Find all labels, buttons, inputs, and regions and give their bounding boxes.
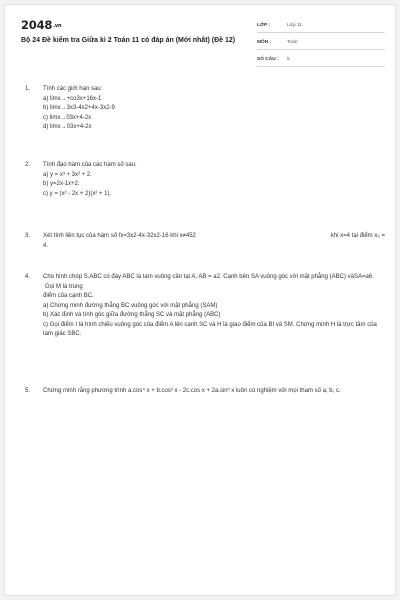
question-prompt: Tính đạo hàm của các hàm số sau: [43,162,137,168]
sub-question-a: a) y = x³ + 3x² + 2. [43,171,92,178]
question-text: Chứng minh rằng phương trình a.cos⁴ x + b.cos³ x - 2c.cos x + 2a.sin³ x luôn có nghiệm với mọi tham số a, b, c. [43,388,341,394]
info-value-subject: Toán [287,40,298,45]
info-row-class [257,19,385,33]
question-condition: khi x=4 tại điểm x₀ = [330,233,385,239]
sub-question-a: a) Chứng minh đường thẳng BC vuông góc với mặt phẳng (SAM) [43,302,218,309]
info-label-question-count: SỐ CÂU : [257,57,279,62]
exam-page [4,4,396,596]
info-row-question-count [257,53,385,67]
question-text: Cho hình chóp S.ABC có đáy ABC là tam vuông cân tại A, AB = a2. Cạnh bên SA vuông góc với mặt phẳng (ABC) vàSA=a6. [43,274,374,280]
sub-question-b: b) y=2x-1x+2. [43,181,80,187]
sub-question-b: b) limx→3x3-4x2+4x-3x2-9 [43,105,115,111]
question-number: 4. [25,274,31,280]
sub-question-c: c) limx→03x+4-2x [43,114,92,121]
question-4 [25,273,377,340]
logo-text: 2048 [21,18,53,32]
question-1 [25,85,115,133]
question-number: 1. [25,86,31,92]
info-label-subject: MÔN : [257,40,272,45]
question-text-line: điểm của cạnh BC. [43,293,94,299]
question-prompt: Tính các giới hạn sau: [43,86,103,92]
info-row-subject [257,36,385,50]
logo-suffix: .vn [53,23,62,29]
question-text: Xét tính liên tục của hàm số fx=3x2-4x-32x2-16 khi x≠452 [43,233,196,239]
sub-question-c: c) Gọi điểm I là hình chiếu vuông góc của điểm A lên cạnh SC và H là giao điểm của BI và SM. Chứng minh H là trực tâm của tam giác SBC. [43,321,377,337]
sub-question-a: a) limx→+co3x+16x-1 [43,95,102,102]
info-value-question-count: 5 [287,57,290,62]
question-text-line: Gọi M là trung [45,283,83,290]
question-3 [25,232,385,251]
sub-question-b: b) Xác định và tính góc giữa đường thẳng SC và mặt phẳng (ABC) [43,312,221,318]
info-label-class: LỚP : [257,23,271,28]
question-number: 2. [25,162,31,168]
question-continuation: 4. [43,242,49,249]
question-5 [25,387,385,397]
info-value-class: Lớp 11 [287,23,302,28]
question-2 [25,161,137,199]
sub-question-d: d) limx→03x+4-2x [43,124,92,130]
question-number: 5. [25,388,31,394]
site-logo[interactable] [21,18,61,32]
sub-question-c: c) y = (x² - 2x + 2)(x² + 1). [43,190,112,197]
document-title: Bộ 24 Đề kiểm tra Giữa kì 2 Toán 11 có đáp án (Mới nhất) (Đề 12) [21,37,236,44]
exam-info-panel [257,19,385,70]
question-number: 3. [25,233,31,239]
